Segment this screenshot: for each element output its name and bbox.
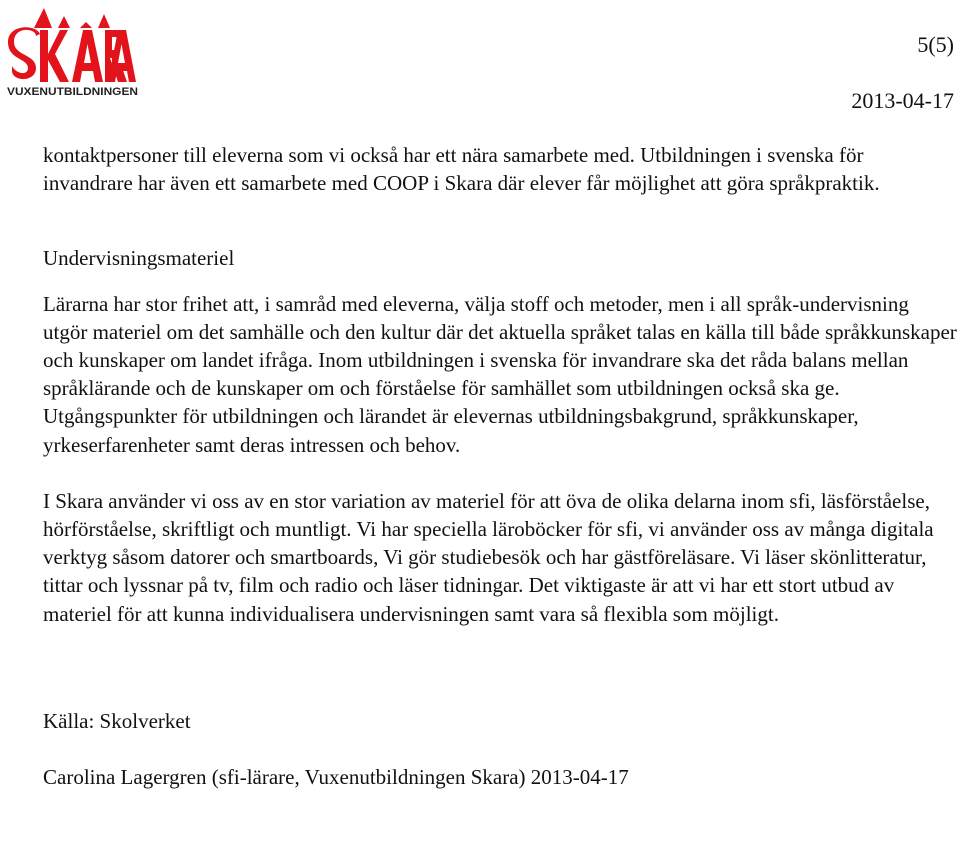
intro-paragraph: kontaktpersoner till eleverna som vi också har ett nära samarbete med. Utbildningen i svenska för invandrare har även ett samarbete med COOP i Skara där elever får möjlighet att göra språkpraktik. (43, 143, 880, 196)
skara-vuxenutbildningen-logo (6, 2, 138, 98)
author-line: Carolina Lagergren (sfi-lärare, Vuxenutbildningen Skara) 2013-04-17 (43, 765, 629, 790)
section-heading: Undervisningsmateriel (43, 246, 235, 271)
page-number: 5(5) (917, 32, 954, 57)
paragraph-skara-materiel: I Skara använder vi oss av en stor variation av materiel för att öva de olika delarna inom sfi, läsförståelse, hörförståelse, skriftligt och muntligt. Vi har speciella läroböcker för sfi, vi använder oss av många digitala verktyg såsom datorer och smartboards, Vi gör studiebesök och har gästföreläsare. Vi läser skönlitteratur, tittar och lyssnar på tv, film och radio och läser tidningar. Det viktigaste är att vi har ett stort utbud av materiel för att kunna individualisera undervisningen samt vara så flexibla som möjligt. (43, 488, 934, 626)
source-line: Källa: Skolverket (43, 708, 191, 733)
logo-subtitle: VUXENUTBILDNINGEN (7, 86, 138, 98)
paragraph-lararna: Lärarna har stor frihet att, i samråd med eleverna, välja stoff och metoder, men i all språk-undervisning utgör materiel om det samhälle och den kultur där det aktuella språket talas en källa till både språkkunskaper och kunskaper om landet ifråga. Inom utbildningen i svenska för invandrare ska det råda balans mellan språklärande och de kunskaper om och förståelse för samhället som utbildningen också ska ge. Utgångspunkter för utbildningen och lärandet är elevernas utbildningsbakgrund, språkkunskaper, yrkeserfarenheter samt deras intressen och behov. (43, 291, 957, 457)
document-date: 2013-04-17 (851, 88, 954, 113)
document-body (43, 141, 958, 791)
logo-graphic (6, 2, 138, 98)
